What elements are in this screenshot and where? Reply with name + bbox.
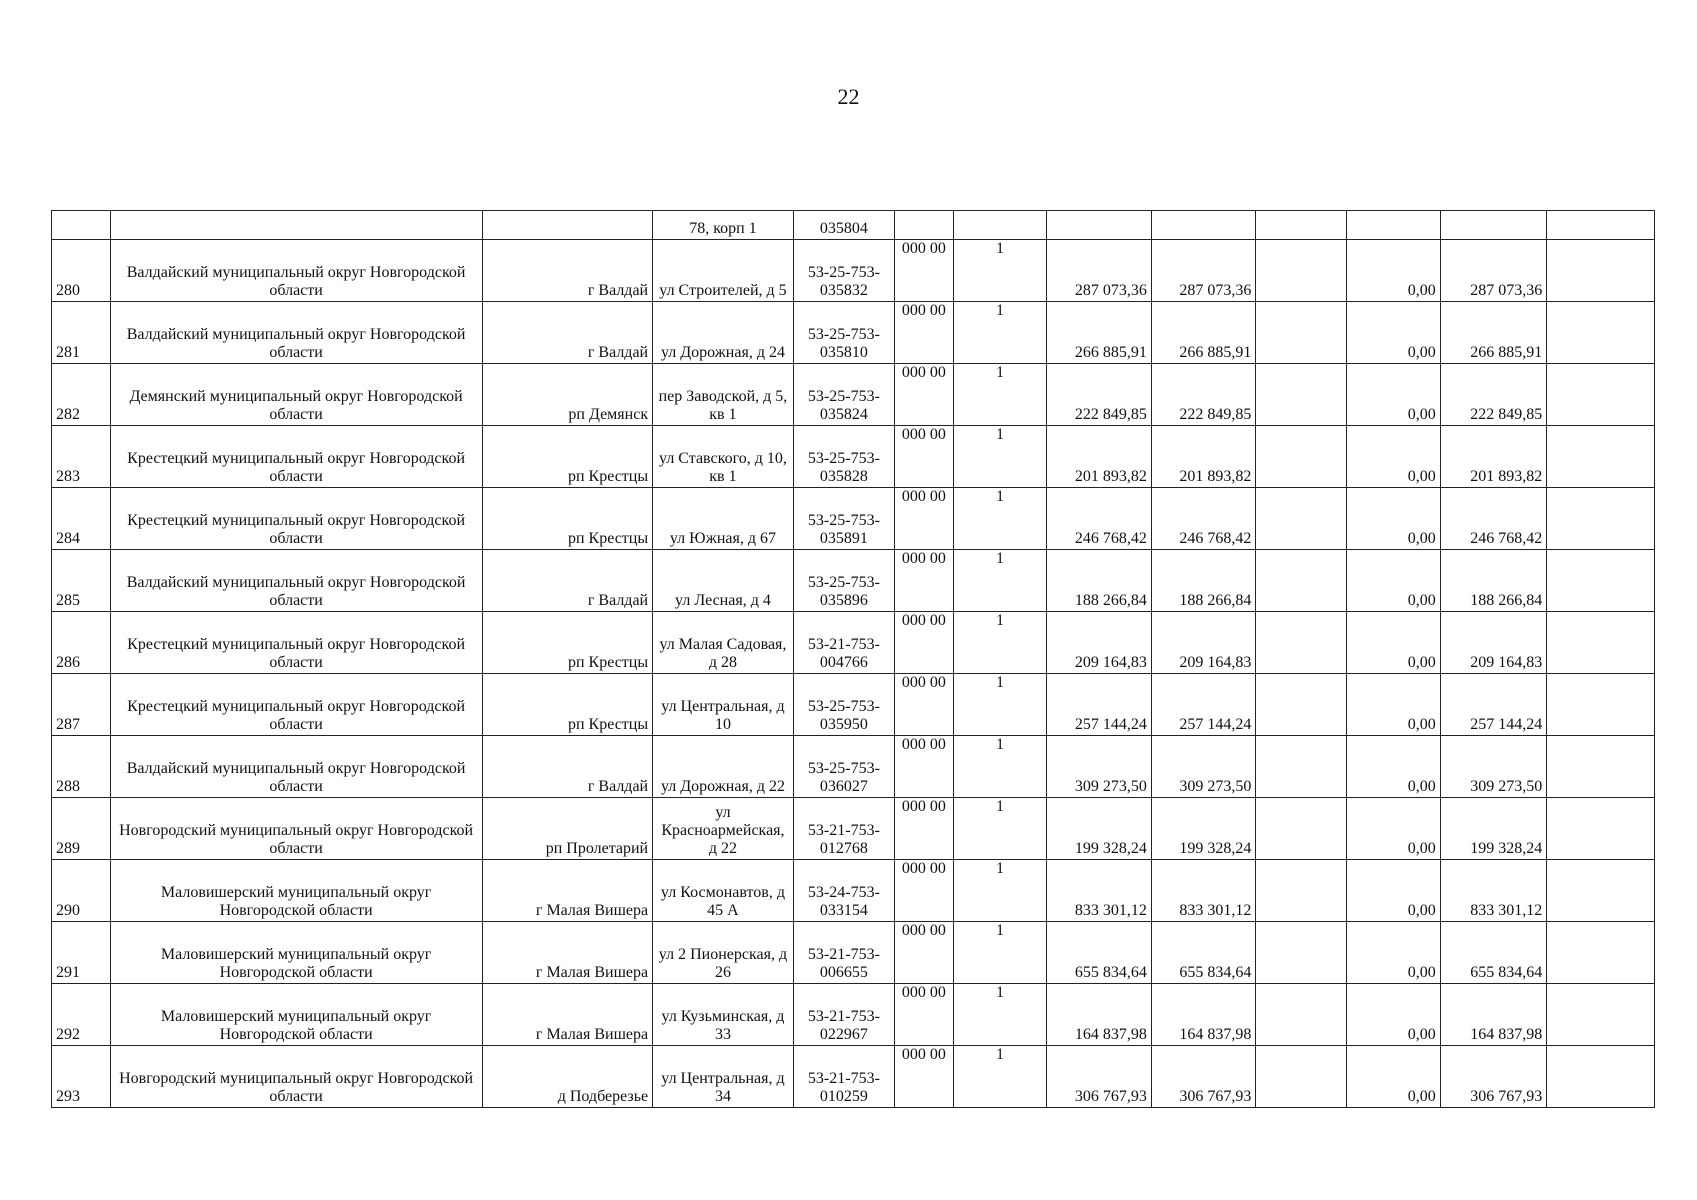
table-row: [52, 302, 1655, 364]
table-body: [52, 211, 1655, 1108]
cell-empty: [1547, 550, 1655, 612]
amount-cell-3: 201 893,82: [1440, 426, 1547, 488]
cell-empty: [1256, 798, 1347, 860]
amount-cell-3: 655 834,64: [1440, 922, 1547, 984]
table-row: [52, 488, 1655, 550]
cell-empty: [1547, 1046, 1655, 1108]
table-row: [52, 674, 1655, 736]
amount-cell-3: 209 164,83: [1440, 612, 1547, 674]
cell-empty: [1151, 211, 1255, 240]
amount-cell-1: 199 328,24: [1047, 798, 1151, 860]
code-suffix-cell: 000 00: [895, 488, 954, 550]
table-row: [52, 922, 1655, 984]
municipality-cell: Новгородский муниципальный округ Новгородской области: [110, 798, 482, 860]
continuation-code: 035804: [793, 211, 894, 240]
cell-empty: [1547, 302, 1655, 364]
address-cell: ул Центральная, д 10: [653, 674, 794, 736]
cell-empty: [110, 211, 482, 240]
amount-cell-3: 188 266,84: [1440, 550, 1547, 612]
table-row: [52, 612, 1655, 674]
cell-empty: [1256, 922, 1347, 984]
cell-empty: [1547, 488, 1655, 550]
row-number: 285: [52, 550, 111, 612]
amount-cell-2: 306 767,93: [1151, 1046, 1255, 1108]
cadastral-code-cell: 53-25-753-036027: [793, 736, 894, 798]
cell-empty: [1256, 550, 1347, 612]
code-suffix-cell: 000 00: [895, 302, 954, 364]
row-number: 289: [52, 798, 111, 860]
zero-amount-cell: 0,00: [1346, 736, 1440, 798]
code-suffix-cell: 000 00: [895, 240, 954, 302]
registry-table: [51, 210, 1655, 1108]
locality-cell: д Подберезье: [482, 1046, 653, 1108]
table-row: [52, 240, 1655, 302]
cell-empty: [1547, 364, 1655, 426]
code-suffix-cell: 000 00: [895, 550, 954, 612]
address-cell: ул 2 Пионерская, д 26: [653, 922, 794, 984]
code-suffix-cell: 000 00: [895, 860, 954, 922]
address-cell: ул Дорожная, д 24: [653, 302, 794, 364]
row-number: 293: [52, 1046, 111, 1108]
count-cell: 1: [953, 736, 1047, 798]
zero-amount-cell: 0,00: [1346, 612, 1440, 674]
zero-amount-cell: 0,00: [1346, 674, 1440, 736]
amount-cell-3: 306 767,93: [1440, 1046, 1547, 1108]
cell-empty: [1547, 240, 1655, 302]
code-suffix-cell: 000 00: [895, 1046, 954, 1108]
cell-empty: [1547, 612, 1655, 674]
table-row: [52, 426, 1655, 488]
cadastral-code-cell: 53-24-753-033154: [793, 860, 894, 922]
table-row: [52, 984, 1655, 1046]
cadastral-code-cell: 53-25-753-035891: [793, 488, 894, 550]
amount-cell-3: 222 849,85: [1440, 364, 1547, 426]
municipality-cell: Крестецкий муниципальный округ Новгородской области: [110, 612, 482, 674]
cadastral-code-cell: 53-25-753-035810: [793, 302, 894, 364]
cell-empty: [1256, 426, 1347, 488]
cell-empty: [52, 211, 111, 240]
address-cell: ул Малая Садовая, д 28: [653, 612, 794, 674]
amount-cell-1: 222 849,85: [1047, 364, 1151, 426]
cadastral-code-cell: 53-25-753-035832: [793, 240, 894, 302]
cell-empty: [1256, 1046, 1347, 1108]
code-suffix-cell: 000 00: [895, 612, 954, 674]
cell-empty: [1547, 984, 1655, 1046]
amount-cell-2: 287 073,36: [1151, 240, 1255, 302]
address-cell: ул Кузьминская, д 33: [653, 984, 794, 1046]
amount-cell-3: 199 328,24: [1440, 798, 1547, 860]
amount-cell-1: 309 273,50: [1047, 736, 1151, 798]
cell-empty: [1047, 211, 1151, 240]
locality-cell: г Валдай: [482, 736, 653, 798]
cell-empty: [1547, 798, 1655, 860]
cell-empty: [1547, 922, 1655, 984]
municipality-cell: Крестецкий муниципальный округ Новгородской области: [110, 488, 482, 550]
zero-amount-cell: 0,00: [1346, 550, 1440, 612]
count-cell: 1: [953, 240, 1047, 302]
row-number: 283: [52, 426, 111, 488]
zero-amount-cell: 0,00: [1346, 860, 1440, 922]
cell-empty: [1256, 364, 1347, 426]
code-suffix-cell: 000 00: [895, 736, 954, 798]
amount-cell-2: 655 834,64: [1151, 922, 1255, 984]
cell-empty: [1547, 736, 1655, 798]
count-cell: 1: [953, 798, 1047, 860]
row-number: 280: [52, 240, 111, 302]
cadastral-code-cell: 53-21-753-010259: [793, 1046, 894, 1108]
amount-cell-3: 287 073,36: [1440, 240, 1547, 302]
address-cell: ул Центральная, д 34: [653, 1046, 794, 1108]
cell-empty: [1256, 674, 1347, 736]
locality-cell: г Малая Вишера: [482, 922, 653, 984]
count-cell: 1: [953, 860, 1047, 922]
address-cell: ул Красноармейская, д 22: [653, 798, 794, 860]
row-number: 288: [52, 736, 111, 798]
amount-cell-2: 266 885,91: [1151, 302, 1255, 364]
locality-cell: г Малая Вишера: [482, 860, 653, 922]
amount-cell-1: 164 837,98: [1047, 984, 1151, 1046]
zero-amount-cell: 0,00: [1346, 984, 1440, 1046]
zero-amount-cell: 0,00: [1346, 302, 1440, 364]
code-suffix-cell: 000 00: [895, 798, 954, 860]
amount-cell-1: 257 144,24: [1047, 674, 1151, 736]
amount-cell-2: 209 164,83: [1151, 612, 1255, 674]
locality-cell: рп Крестцы: [482, 488, 653, 550]
cadastral-code-cell: 53-25-753-035896: [793, 550, 894, 612]
amount-cell-3: 309 273,50: [1440, 736, 1547, 798]
amount-cell-2: 201 893,82: [1151, 426, 1255, 488]
municipality-cell: Крестецкий муниципальный округ Новгородской области: [110, 426, 482, 488]
amount-cell-1: 655 834,64: [1047, 922, 1151, 984]
address-cell: ул Южная, д 67: [653, 488, 794, 550]
count-cell: 1: [953, 1046, 1047, 1108]
amount-cell-2: 199 328,24: [1151, 798, 1255, 860]
address-cell: ул Космонавтов, д 45 А: [653, 860, 794, 922]
code-suffix-cell: 000 00: [895, 922, 954, 984]
count-cell: 1: [953, 488, 1047, 550]
cell-empty: [1547, 426, 1655, 488]
table-row: [52, 860, 1655, 922]
amount-cell-1: 287 073,36: [1047, 240, 1151, 302]
cadastral-code-cell: 53-25-753-035950: [793, 674, 894, 736]
table-row: [52, 550, 1655, 612]
address-cell: ул Строителей, д 5: [653, 240, 794, 302]
continuation-row: [52, 211, 1655, 240]
cadastral-code-cell: 53-25-753-035824: [793, 364, 894, 426]
cadastral-code-cell: 53-21-753-004766: [793, 612, 894, 674]
municipality-cell: Маловишерский муниципальный округ Новгородской области: [110, 922, 482, 984]
amount-cell-1: 188 266,84: [1047, 550, 1151, 612]
amount-cell-2: 833 301,12: [1151, 860, 1255, 922]
row-number: 282: [52, 364, 111, 426]
amount-cell-3: 257 144,24: [1440, 674, 1547, 736]
cell-empty: [1346, 211, 1440, 240]
locality-cell: рп Крестцы: [482, 674, 653, 736]
locality-cell: рп Крестцы: [482, 612, 653, 674]
locality-cell: г Малая Вишера: [482, 984, 653, 1046]
address-cell: ул Дорожная, д 22: [653, 736, 794, 798]
row-number: 292: [52, 984, 111, 1046]
table-row: [52, 364, 1655, 426]
locality-cell: рп Крестцы: [482, 426, 653, 488]
municipality-cell: Новгородский муниципальный округ Новгородской области: [110, 1046, 482, 1108]
locality-cell: г Валдай: [482, 302, 653, 364]
zero-amount-cell: 0,00: [1346, 364, 1440, 426]
amount-cell-1: 209 164,83: [1047, 612, 1151, 674]
amount-cell-2: 246 768,42: [1151, 488, 1255, 550]
count-cell: 1: [953, 612, 1047, 674]
cell-empty: [895, 211, 954, 240]
municipality-cell: Крестецкий муниципальный округ Новгородской области: [110, 674, 482, 736]
count-cell: 1: [953, 674, 1047, 736]
cell-empty: [1256, 302, 1347, 364]
amount-cell-3: 246 768,42: [1440, 488, 1547, 550]
continuation-address: 78, корп 1: [653, 211, 794, 240]
municipality-cell: Валдайский муниципальный округ Новгородской области: [110, 302, 482, 364]
row-number: 281: [52, 302, 111, 364]
count-cell: 1: [953, 364, 1047, 426]
amount-cell-3: 164 837,98: [1440, 984, 1547, 1046]
cell-empty: [1256, 240, 1347, 302]
cell-empty: [1440, 211, 1547, 240]
table-row: [52, 1046, 1655, 1108]
cell-empty: [1256, 736, 1347, 798]
municipality-cell: Валдайский муниципальный округ Новгородской области: [110, 240, 482, 302]
amount-cell-3: 833 301,12: [1440, 860, 1547, 922]
municipality-cell: Демянский муниципальный округ Новгородской области: [110, 364, 482, 426]
count-cell: 1: [953, 550, 1047, 612]
count-cell: 1: [953, 302, 1047, 364]
row-number: 284: [52, 488, 111, 550]
zero-amount-cell: 0,00: [1346, 798, 1440, 860]
cadastral-code-cell: 53-21-753-012768: [793, 798, 894, 860]
amount-cell-1: 833 301,12: [1047, 860, 1151, 922]
amount-cell-1: 306 767,93: [1047, 1046, 1151, 1108]
code-suffix-cell: 000 00: [895, 364, 954, 426]
amount-cell-3: 266 885,91: [1440, 302, 1547, 364]
zero-amount-cell: 0,00: [1346, 488, 1440, 550]
count-cell: 1: [953, 984, 1047, 1046]
amount-cell-2: 164 837,98: [1151, 984, 1255, 1046]
municipality-cell: Маловишерский муниципальный округ Новгородской области: [110, 860, 482, 922]
table-row: [52, 736, 1655, 798]
municipality-cell: Маловишерский муниципальный округ Новгородской области: [110, 984, 482, 1046]
zero-amount-cell: 0,00: [1346, 240, 1440, 302]
zero-amount-cell: 0,00: [1346, 922, 1440, 984]
code-suffix-cell: 000 00: [895, 984, 954, 1046]
cell-empty: [482, 211, 653, 240]
address-cell: ул Ставского, д 10, кв 1: [653, 426, 794, 488]
row-number: 287: [52, 674, 111, 736]
cell-empty: [1547, 211, 1655, 240]
row-number: 290: [52, 860, 111, 922]
amount-cell-2: 257 144,24: [1151, 674, 1255, 736]
zero-amount-cell: 0,00: [1346, 426, 1440, 488]
cadastral-code-cell: 53-25-753-035828: [793, 426, 894, 488]
cell-empty: [1256, 211, 1347, 240]
locality-cell: рп Демянск: [482, 364, 653, 426]
cell-empty: [1256, 860, 1347, 922]
row-number: 286: [52, 612, 111, 674]
table-row: [52, 798, 1655, 860]
code-suffix-cell: 000 00: [895, 674, 954, 736]
address-cell: ул Лесная, д 4: [653, 550, 794, 612]
count-cell: 1: [953, 922, 1047, 984]
count-cell: 1: [953, 426, 1047, 488]
locality-cell: рп Пролетарий: [482, 798, 653, 860]
page-number: 22: [837, 84, 860, 109]
amount-cell-1: 201 893,82: [1047, 426, 1151, 488]
cell-empty: [1256, 612, 1347, 674]
cell-empty: [1547, 674, 1655, 736]
cadastral-code-cell: 53-21-753-006655: [793, 922, 894, 984]
amount-cell-1: 266 885,91: [1047, 302, 1151, 364]
amount-cell-2: 309 273,50: [1151, 736, 1255, 798]
locality-cell: г Валдай: [482, 550, 653, 612]
code-suffix-cell: 000 00: [895, 426, 954, 488]
cadastral-code-cell: 53-21-753-022967: [793, 984, 894, 1046]
amount-cell-2: 222 849,85: [1151, 364, 1255, 426]
cell-empty: [953, 211, 1047, 240]
amount-cell-1: 246 768,42: [1047, 488, 1151, 550]
cell-empty: [1547, 860, 1655, 922]
municipality-cell: Валдайский муниципальный округ Новгородской области: [110, 550, 482, 612]
municipality-cell: Валдайский муниципальный округ Новгородской области: [110, 736, 482, 798]
cell-empty: [1256, 488, 1347, 550]
cell-empty: [1256, 984, 1347, 1046]
locality-cell: г Валдай: [482, 240, 653, 302]
zero-amount-cell: 0,00: [1346, 1046, 1440, 1108]
amount-cell-2: 188 266,84: [1151, 550, 1255, 612]
address-cell: пер Заводской, д 5, кв 1: [653, 364, 794, 426]
row-number: 291: [52, 922, 111, 984]
